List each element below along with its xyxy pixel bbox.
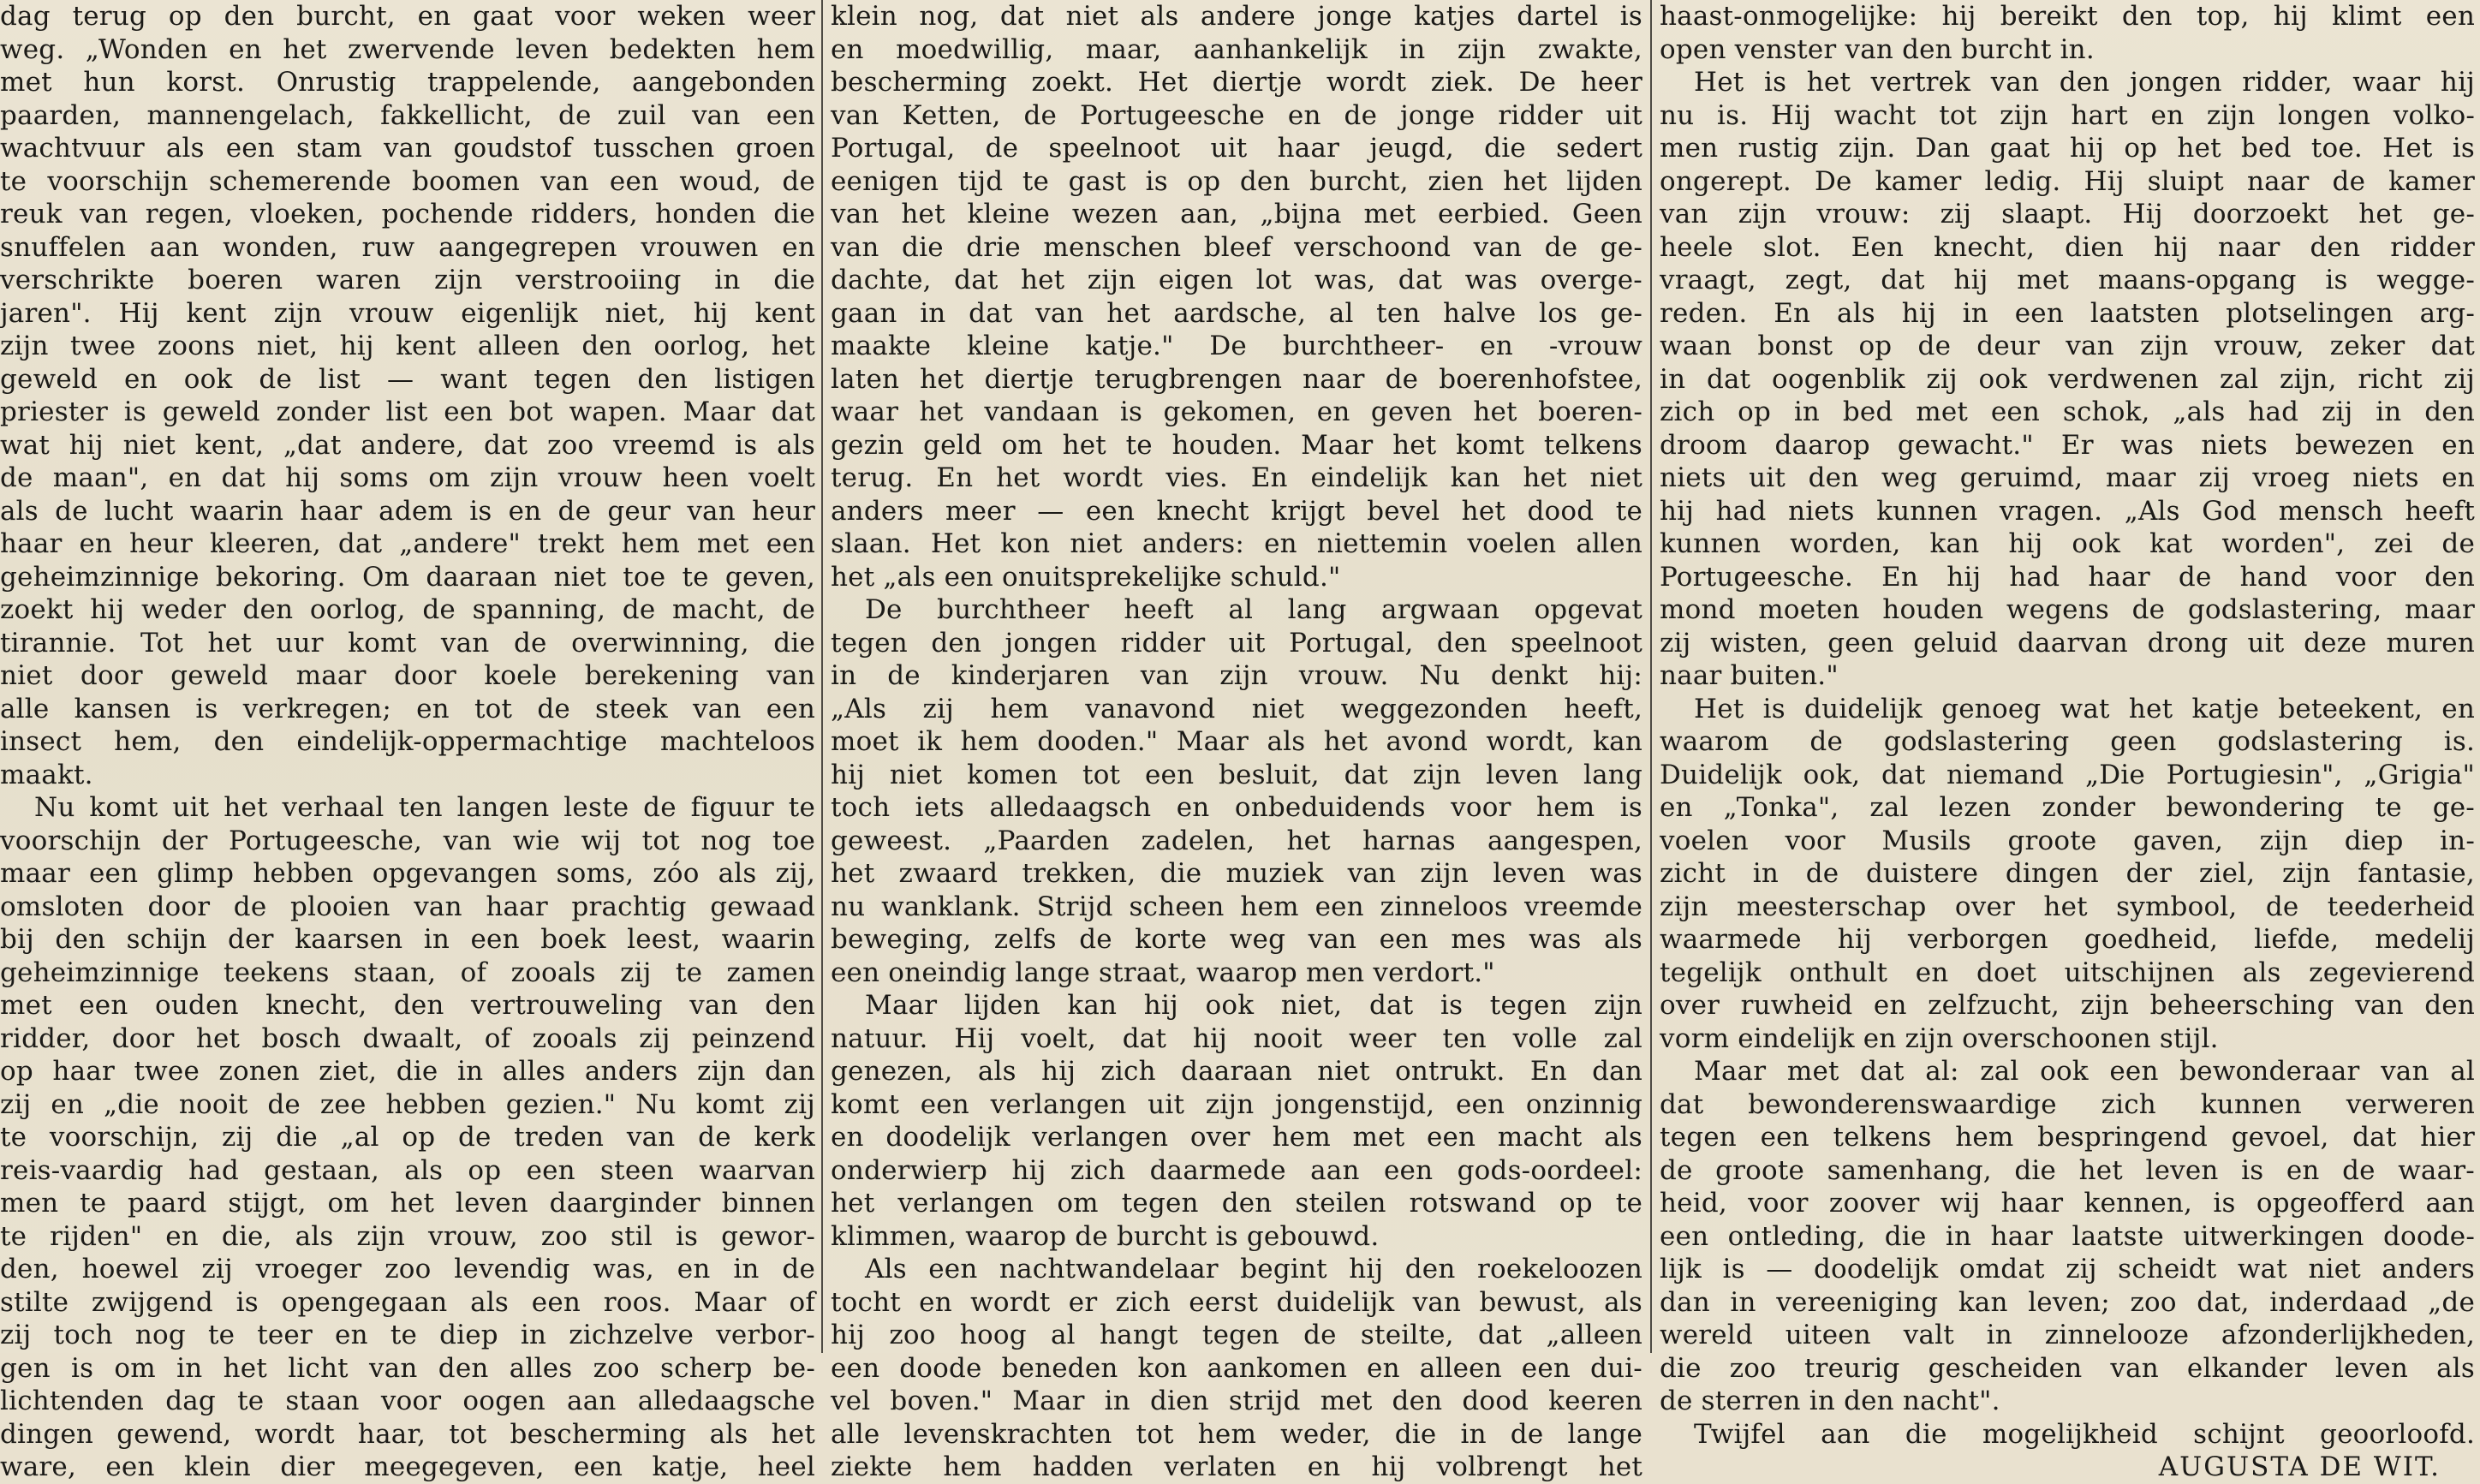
text-line: de groote samenhang, die het leven is en de waar- xyxy=(1660,1154,2475,1186)
text-line: ware, een klein dier meegegeven, een katje, heel xyxy=(0,1451,815,1482)
text-line: van Ketten, de Portugeesche en de jonge ridder uit xyxy=(831,99,1642,131)
text-line: geheimzinnige bekoring. Om daaraan niet toe te geven, xyxy=(0,561,815,593)
text-line: heele slot. Een knecht, dien hij naar den ridder xyxy=(1660,231,2475,263)
text-line: de maan", en dat hij soms om zijn vrouw heen voelt xyxy=(0,462,815,493)
text-line: het „als een onuitsprekelijke schuld." xyxy=(831,561,1341,593)
text-line: vorm eindelijk en zijn overschoonen stijl. xyxy=(1660,1022,2219,1054)
text-line: tegelijk onthult en doet uitschijnen als zegevierend xyxy=(1660,957,2475,988)
text-line: klimmen, waarop de burcht is gebouwd. xyxy=(831,1220,1380,1252)
text-line: over ruwheid en zelfzucht, zijn beheersching van den xyxy=(1660,990,2475,1021)
text-line: Portugal, de speelnoot uit haar jeugd, die sedert xyxy=(831,133,1642,164)
text-line: geweld en ook de list — want tegen den listigen xyxy=(0,363,815,395)
text-line: van die drie menschen bleef verschoond van de ge- xyxy=(831,231,1642,263)
text-line: een doode beneden kon aankomen en alleen een dui- xyxy=(831,1352,1642,1384)
text-line: gen is om in het licht van den alles zoo scherp be- xyxy=(0,1352,815,1384)
text-line: als de lucht waarin haar adem is en de geur van heur xyxy=(0,495,815,527)
text-line: men rustig zijn. Dan gaat hij op het bed toe. Het is xyxy=(1660,133,2475,164)
text-line: wachtvuur als een stam van goudstof tusschen groen xyxy=(0,133,815,164)
column-divider-2 xyxy=(1650,0,1652,1353)
text-line: toch iets alledaagsch en onbeduidends voor hem is xyxy=(831,792,1642,823)
text-line: met hun korst. Onrustig trappelende, aangebonden xyxy=(0,67,815,98)
text-line: voelen voor Musils groote gaven, zijn diep in- xyxy=(1660,825,2475,856)
text-line: open venster van den burcht in. xyxy=(1660,33,2095,65)
text-line: en „Tonka", zal lezen zonder bewondering te ge- xyxy=(1660,792,2475,823)
text-line: laten het diertje terugbrengen naar de boerenhofstee, xyxy=(831,363,1642,395)
text-line: op haar twee zonen ziet, die in alles anders zijn dan xyxy=(0,1056,815,1087)
text-line: ridder, door het bosch dwaalt, of zooals zij peinzend xyxy=(0,1022,815,1054)
text-line: vraagt, zegt, dat hij met maans-opgang is wegge- xyxy=(1660,265,2475,295)
text-line: Portugeesche. En hij had haar de hand voor den xyxy=(1660,561,2475,593)
text-line: heid, voor zoover wij haar kennen, is opgeofferd aan xyxy=(1660,1188,2475,1219)
author-signature: AUGUSTA DE WIT. xyxy=(2158,1451,2441,1482)
text-line: tegen een telkens hem bespringend gevoel, dat hier xyxy=(1660,1122,2475,1153)
text-line: reuk van regen, vloeken, pochende ridders, honden die xyxy=(0,199,815,229)
text-line: droom daarop gewacht." Er was niets bewezen en xyxy=(1660,429,2475,461)
text-line: waarom de godslastering geen godslastering is. xyxy=(1660,726,2475,757)
text-line: een oneindig lange straat, waarop men verdort." xyxy=(831,957,1495,988)
text-line: maakte kleine katje." De burchtheer- en -vrouw xyxy=(831,331,1642,361)
text-line: dat bewonderenswaardige zich kunnen verweren xyxy=(1660,1088,2475,1120)
text-line: naar buiten." xyxy=(1660,660,1839,691)
text-line: kunnen worden, kan hij ook kat worden", zei de xyxy=(1660,528,2475,559)
text-line: wereld uiteen valt in zinnelooze afzonderlijkheden, xyxy=(1660,1320,2475,1350)
text-line: hij niet komen tot een besluit, dat zijn leven lang xyxy=(831,759,1642,790)
text-line: alle levenskrachten tot hem weder, die in de lange xyxy=(831,1418,1642,1450)
text-line: het verlangen om tegen den steilen rotswand op te xyxy=(831,1188,1642,1219)
article-column-3 xyxy=(1660,0,2475,1482)
text-line: zij wisten, geen geluid daarvan drong uit deze muren xyxy=(1660,627,2475,659)
text-line: komt een verlangen uit zijn jongenstijd, een onzinnig xyxy=(831,1088,1642,1120)
text-line: reis-vaardig had gestaan, als op een steen waarvan xyxy=(0,1154,815,1186)
text-line: dag terug op den burcht, en gaat voor weken weer xyxy=(0,1,815,32)
column-divider-1 xyxy=(821,0,823,1353)
text-line: geheimzinnige teekens staan, of zooals zij te zamen xyxy=(0,957,815,988)
text-line: lichtenden dag te staan voor oogen aan alledaagsche xyxy=(0,1386,815,1416)
text-line: moet ik hem dooden." Maar als het avond wordt, kan xyxy=(831,726,1642,757)
text-line: ongerept. De kamer ledig. Hij sluipt naar de kamer xyxy=(1660,165,2475,197)
text-line: ziekte hem hadden verlaten en hij volbrengt het xyxy=(831,1451,1642,1482)
text-line: omsloten door de plooien van haar prachtig gewaad xyxy=(0,891,815,922)
text-line: jaren". Hij kent zijn vrouw eigenlijk niet, hij kent xyxy=(0,297,815,329)
text-line: haast-onmogelijke: hij bereikt den top, hij klimt een xyxy=(1660,1,2475,32)
text-line: voorschijn der Portugeesche, van wie wij tot nog toe xyxy=(0,825,815,856)
text-line: gezin geld om het te houden. Maar het komt telkens xyxy=(831,429,1642,461)
text-line: Het is het vertrek van den jongen ridder, waar hij xyxy=(1694,67,2475,98)
text-line: Als een nachtwandelaar begint hij den roekeloozen xyxy=(865,1254,1642,1284)
text-line: een ontleding, die in haar laatste uitwerkingen doode- xyxy=(1660,1220,2475,1252)
article-column-2 xyxy=(831,0,1642,1482)
text-line: gaan in dat van het aardsche, al ten halve los ge- xyxy=(831,297,1642,329)
text-line: genezen, als hij zich daaraan niet ontrukt. En dan xyxy=(831,1056,1642,1087)
text-line: terug. En het wordt vies. En eindelijk kan het niet xyxy=(831,462,1642,493)
text-line: men te paard stijgt, om het leven daarginder binnen xyxy=(0,1188,815,1219)
text-line: niets uit den weg geruimd, maar zij vroeg niets en xyxy=(1660,462,2475,493)
text-line: Maar met dat al: zal ook een bewonderaar van al xyxy=(1694,1056,2475,1087)
text-line: het zwaard trekken, die muziek van zijn leven was xyxy=(831,858,1642,889)
text-line: insect hem, den eindelijk-oppermachtige machteloos xyxy=(0,726,815,757)
text-line: nu wanklank. Strijd scheen hem een zinneloos vreemde xyxy=(831,891,1642,922)
text-line: waan bonst op de deur van zijn vrouw, zeker dat xyxy=(1660,331,2475,361)
text-line: waarmede hij verborgen goedheid, liefde, medelij xyxy=(1660,924,2475,955)
text-line: zoekt hij weder den oorlog, de spanning, de macht, de xyxy=(0,594,815,625)
text-line: van het kleine wezen aan, „bijna met eerbied. Geen xyxy=(831,199,1642,229)
text-line: niet door geweld maar door koele berekening van xyxy=(0,660,815,691)
text-line: tirannie. Tot het uur komt van de overwinning, die xyxy=(0,627,815,659)
text-line: hij had niets kunnen vragen. „Als God mensch heeft xyxy=(1660,495,2475,527)
text-line: lijk is — doodelijk omdat zij scheidt wat niet anders xyxy=(1660,1254,2475,1284)
text-line: vel boven." Maar in dien strijd met den dood keeren xyxy=(831,1386,1642,1416)
text-line: zij en „die nooit de zee hebben gezien." Nu komt zij xyxy=(0,1088,815,1120)
text-line: natuur. Hij voelt, dat hij nooit weer ten volle zal xyxy=(831,1022,1642,1054)
text-line: dan in vereeniging kan leven; zoo dat, inderdaad „de xyxy=(1660,1286,2475,1318)
text-line: te voorschijn schemerende boomen van een woud, de xyxy=(0,165,815,197)
text-line: Nu komt uit het verhaal ten langen leste de figuur te xyxy=(34,792,815,823)
text-line: alle kansen is verkregen; en tot de steek van een xyxy=(0,693,815,724)
text-line: bescherming zoekt. Het diertje wordt ziek. De heer xyxy=(831,67,1642,98)
text-line: nu is. Hij wacht tot zijn hart en zijn longen volko- xyxy=(1660,99,2475,131)
article-column-1 xyxy=(0,0,815,1482)
text-line: reden. En als hij in een laatsten plotselingen arg- xyxy=(1660,297,2475,329)
text-line: die zoo treurig gescheiden van elkander leven als xyxy=(1660,1352,2475,1384)
text-line: eenigen tijd te gast is op den burcht, zien het lijden xyxy=(831,165,1642,197)
text-line: Maar lijden kan hij ook niet, dat is tegen zijn xyxy=(865,990,1642,1021)
text-line: verschrikte boeren waren zijn verstrooiing in die xyxy=(0,265,815,295)
text-line: paarden, mannengelach, fakkellicht, de zuil van een xyxy=(0,99,815,131)
text-line: te voorschijn, zij die „al op de treden van de kerk xyxy=(0,1122,815,1153)
text-line: tocht en wordt er zich eerst duidelijk van bewust, als xyxy=(831,1286,1642,1318)
text-line: bij den schijn der kaarsen in een boek leest, waarin xyxy=(0,924,815,955)
text-line: van zijn vrouw: zij slaapt. Hij doorzoekt het ge- xyxy=(1660,199,2475,229)
text-line: hij zoo hoog al hangt tegen de steilte, dat „alleen xyxy=(831,1320,1642,1350)
text-line: klein nog, dat niet als andere jonge katjes dartel is xyxy=(831,1,1642,32)
text-line: maakt. xyxy=(0,759,93,790)
text-line: stilte zwijgend is opengegaan als een roos. Maar of xyxy=(0,1286,815,1318)
text-line: snuffelen aan wonden, ruw aangegrepen vrouwen en xyxy=(0,231,815,263)
text-line: dachte, dat het zijn eigen lot was, dat was overge- xyxy=(831,265,1642,295)
text-line: zijn twee zoons niet, hij kent alleen den oorlog, het xyxy=(0,331,815,361)
text-line: zich op in bed met een schok, „als had zij in den xyxy=(1660,396,2475,427)
text-line: haar en heur kleeren, dat „andere" trekt hem met een xyxy=(0,528,815,559)
text-line: wat hij niet kent, „dat andere, dat zoo vreemd is als xyxy=(0,429,815,461)
text-line: en doodelijk verlangen over hem met een macht als xyxy=(831,1122,1642,1153)
text-line: de sterren in den nacht". xyxy=(1660,1386,2000,1416)
text-line: te rijden" en die, als zijn vrouw, zoo stil is gewor- xyxy=(0,1220,815,1252)
text-line: den, hoewel zij vroeger zoo levendig was, en in de xyxy=(0,1254,815,1284)
text-line: waar het vandaan is gekomen, en geven het boeren- xyxy=(831,396,1642,427)
text-line: De burchtheer heeft al lang argwaan opgevat xyxy=(865,594,1642,625)
text-line: Duidelijk ook, dat niemand „Die Portugiesin", „Grigia" xyxy=(1660,759,2475,790)
text-line: maar een glimp hebben opgevangen soms, zóo als zij, xyxy=(0,858,815,889)
text-line: Twijfel aan die mogelijkheid schijnt geoorloofd. xyxy=(1694,1418,2475,1450)
text-line: zicht in de duistere dingen der ziel, zijn fantasie, xyxy=(1660,858,2475,889)
text-line: weg. „Wonden en het zwervende leven bedekten hem xyxy=(0,33,815,65)
text-line: „Als zij hem vanavond niet weggezonden heeft, xyxy=(831,693,1642,724)
text-line: geweest. „Paarden zadelen, het harnas aangespen, xyxy=(831,825,1642,856)
text-line: priester is geweld zonder list een bot wapen. Maar dat xyxy=(0,396,815,427)
text-line: mond moeten houden wegens de godslastering, maar xyxy=(1660,594,2475,625)
text-line: slaan. Het kon niet anders: en niettemin voelen allen xyxy=(831,528,1642,559)
text-line: anders meer — een knecht krijgt bevel het dood te xyxy=(831,495,1642,527)
text-line: onderwierp hij zich daarmede aan een gods-oordeel: xyxy=(831,1154,1642,1186)
text-line: in dat oogenblik zij ook verdwenen zal zijn, richt zij xyxy=(1660,363,2475,395)
text-line: zijn meesterschap over het symbool, de teederheid xyxy=(1660,891,2475,922)
text-line: Het is duidelijk genoeg wat het katje beteekent, en xyxy=(1694,693,2475,724)
text-line: zij toch nog te teer en te diep in zichzelve verbor- xyxy=(0,1320,815,1350)
text-line: in de kinderjaren van zijn vrouw. Nu denkt hij: xyxy=(831,660,1642,691)
text-line: met een ouden knecht, den vertrouweling van den xyxy=(0,990,815,1021)
text-line: en moedwillig, maar, aanhankelijk in zijn zwakte, xyxy=(831,33,1642,65)
text-line: tegen den jongen ridder uit Portugal, den speelnoot xyxy=(831,627,1642,659)
text-line: beweging, zelfs de korte weg van een mes was als xyxy=(831,924,1642,955)
text-line: dingen gewend, wordt haar, tot bescherming als het xyxy=(0,1418,815,1450)
